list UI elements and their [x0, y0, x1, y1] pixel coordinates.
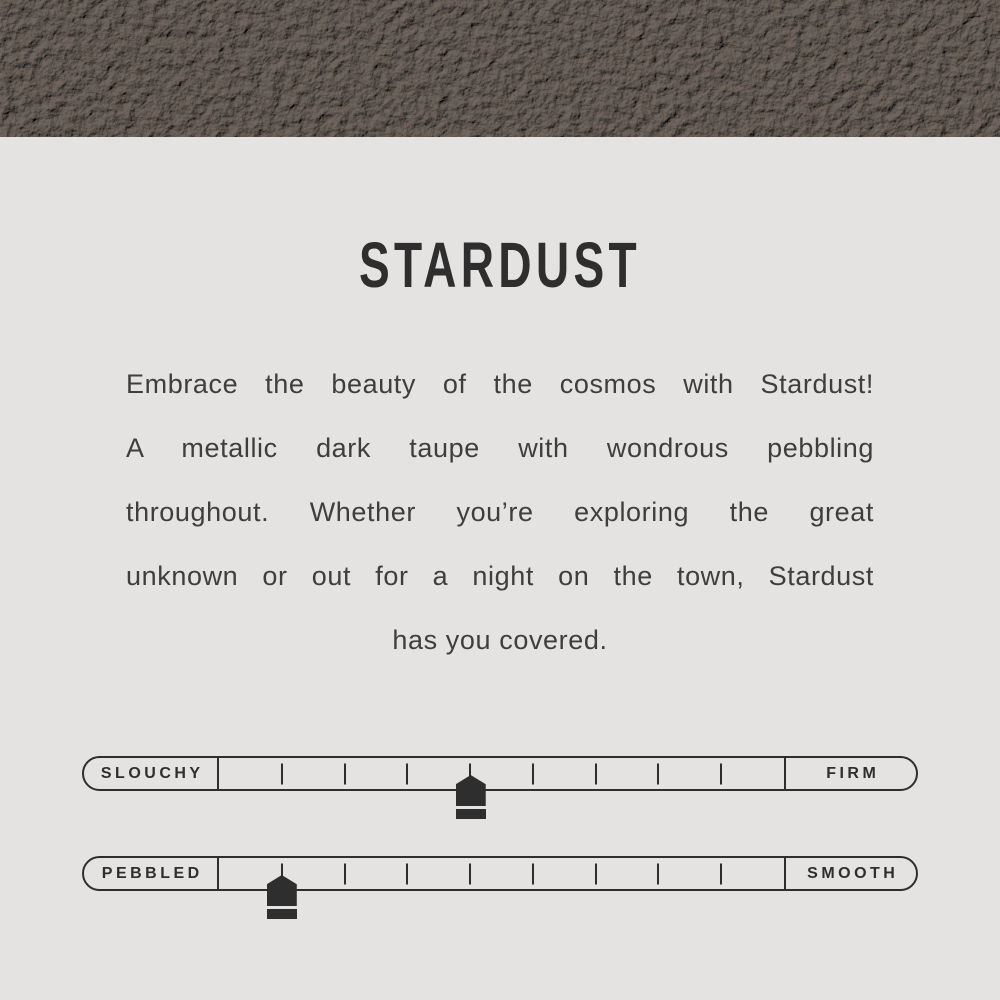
tick-mark — [344, 763, 346, 784]
slider-track — [219, 758, 784, 789]
texture-scale-right-label: SMOOTH — [784, 858, 916, 889]
description-line: Embrace the beauty of the cosmos with Stardust! — [126, 369, 874, 399]
marker-base — [456, 809, 486, 819]
description-line: has you covered. — [392, 625, 608, 655]
texture-scale-bar — [82, 856, 918, 891]
slider-track — [219, 858, 784, 889]
tick-mark — [281, 763, 283, 784]
tick-mark — [657, 763, 659, 784]
leather-texture-banner — [0, 0, 1000, 137]
tick-mark — [532, 763, 534, 784]
tick-mark — [720, 863, 722, 884]
leather-texture-image — [0, 0, 1000, 137]
tick-mark — [657, 863, 659, 884]
tick-mark — [720, 763, 722, 784]
description-line: unknown or out for a night on the town, Stardust — [126, 561, 874, 591]
firmness-scale-bar — [82, 756, 918, 791]
description-line: throughout. Whether you’re exploring the great — [126, 497, 874, 527]
slider-marker[interactable] — [267, 875, 297, 919]
marker-nib-icon — [456, 775, 486, 806]
tick-mark — [469, 863, 471, 884]
firmness-scale-right-label: FIRM — [784, 758, 916, 789]
texture-scale-left-label: PEBBLED — [84, 858, 219, 889]
tick-mark — [406, 763, 408, 784]
description-line: A metallic dark taupe with wondrous pebbling — [126, 433, 874, 463]
marker-nib-icon — [267, 875, 297, 906]
tick-mark — [595, 863, 597, 884]
firmness-scale-left-label: SLOUCHY — [84, 758, 219, 789]
color-name-title: STARDUST — [358, 229, 642, 301]
firmness-scale — [82, 756, 918, 791]
slider-marker[interactable] — [456, 775, 486, 819]
texture-scale — [82, 856, 918, 891]
marker-base — [267, 909, 297, 919]
tick-mark — [344, 863, 346, 884]
tick-mark — [406, 863, 408, 884]
tick-mark — [532, 863, 534, 884]
tick-mark — [595, 763, 597, 784]
color-description — [126, 352, 874, 672]
